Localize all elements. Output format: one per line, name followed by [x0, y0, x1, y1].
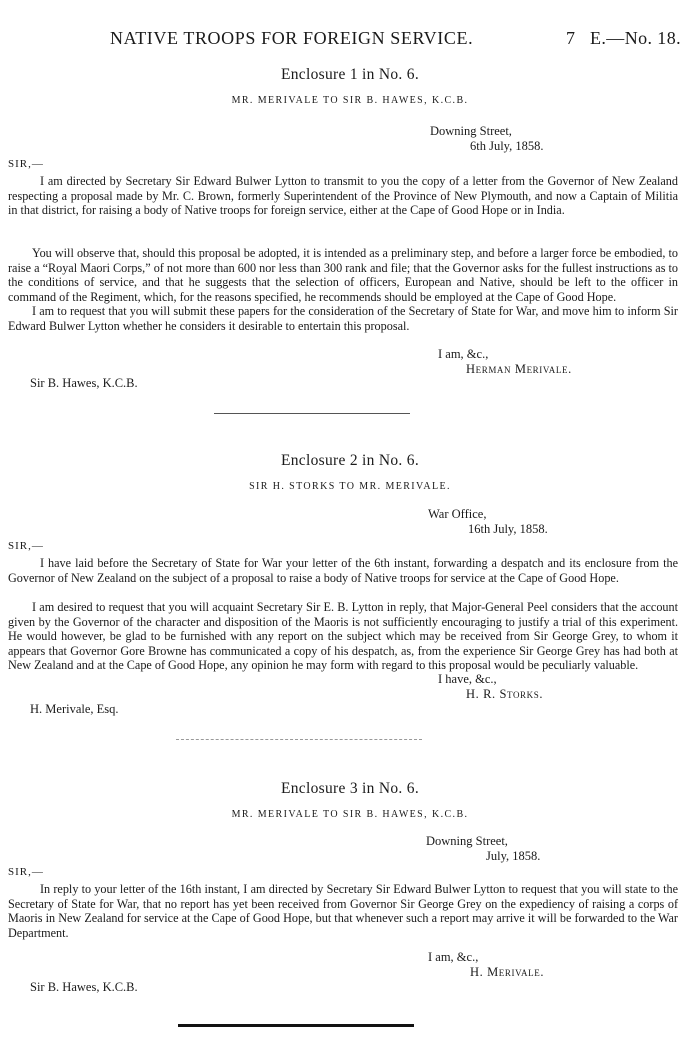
enclosure2-closing-phrase: I have, &c.,: [438, 672, 497, 686]
header-page-number: 7: [566, 28, 575, 48]
enclosure3-closing: [428, 950, 544, 980]
enclosure1-signature: Herman Merivale.: [466, 362, 572, 376]
enclosure2-address-date: 16th July, 1858.: [468, 522, 548, 536]
enclosure2-heading: [0, 452, 700, 492]
enclosure1-paragraph-1: I am directed by Secretary Sir Edward Bulwer Lytton to transmit to you the copy of a letter from the Governor of New Zealand respecting a proposal made by Mr. C. Brown, formerly Superintendent of the Province of New Plymouth, and now a Captain of Militia in that district, for raising a body of Native troops for foreign service, either at the Cape of Good Hope or in India.: [8, 174, 678, 218]
enclosure1-closing-phrase: I am, &c.,: [438, 347, 489, 361]
enclosure3-closing-phrase: I am, &c.,: [428, 950, 479, 964]
closing-rule: [178, 1024, 414, 1027]
enclosure1-closing: [438, 347, 572, 377]
enclosure1-address-date: 6th July, 1858.: [470, 139, 544, 153]
enclosure1-heading: [0, 66, 700, 106]
enclosure1-address: [430, 124, 544, 154]
header-title: NATIVE TROOPS FOR FOREIGN SERVICE.: [110, 28, 474, 48]
enclosure3-address-date: July, 1858.: [486, 849, 541, 863]
enclosure2-subtitle: SIR H. STORKS TO MR. MERIVALE.: [249, 481, 451, 492]
section-divider: [176, 739, 422, 740]
enclosure3-signature: H. Merivale.: [470, 965, 545, 979]
section-divider: [214, 413, 410, 414]
enclosure1-recipient: Sir B. Hawes, K.C.B.: [30, 376, 138, 390]
enclosure2-salutation: SIR,—: [8, 540, 44, 552]
enclosure1-subtitle: MR. MERIVALE TO SIR B. HAWES, K.C.B.: [231, 95, 469, 106]
enclosure2-recipient: H. Merivale, Esq.: [30, 702, 119, 716]
enclosure2-address-line1: War Office,: [428, 507, 487, 521]
enclosure2-address: [428, 507, 548, 537]
enclosure3-address: [426, 834, 540, 864]
enclosure3-heading: [0, 780, 700, 820]
enclosure1-paragraph-3: I am to request that you will submit these papers for the consideration of the Secretary of State for War, and move him to inform Sir Edward Bulwer Lytton whether he considers it desirable to entertain this proposal.: [8, 304, 678, 333]
enclosure2-paragraph-1: I have laid before the Secretary of State for War your letter of the 6th instant, forwarding a despatch and its enclosure from the Governor of New Zealand on the subject of a proposal to raise a body of Native troops for service at the Cape of Good Hope.: [8, 556, 678, 585]
enclosure1-title: Enclosure 1 in No. 6.: [280, 66, 420, 83]
enclosure3-subtitle: MR. MERIVALE TO SIR B. HAWES, K.C.B.: [231, 809, 469, 820]
header-document-code: E.—No. 18.: [590, 28, 681, 48]
running-header: [0, 28, 700, 52]
enclosure2-closing: [438, 672, 543, 702]
enclosure3-salutation: SIR,—: [8, 866, 44, 878]
enclosure1-address-line1: Downing Street,: [430, 124, 512, 138]
enclosure1-salutation: SIR,—: [8, 158, 44, 170]
enclosure2-title: Enclosure 2 in No. 6.: [280, 452, 420, 469]
enclosure3-paragraph-1: In reply to your letter of the 16th instant, I am directed by Secretary Sir Edward Bulwer Lytton to request that you will state to the Secretary of State for War, that no report has yet been received from Governor Sir George Grey on the expediency of raising a corps of Maoris in New Zealand for service at the Cape of Good Hope, but that whenever such a report may arrive it will be forwarded to the War Department.: [8, 882, 678, 940]
enclosure3-address-line1: Downing Street,: [426, 834, 508, 848]
enclosure1-paragraph-2: You will observe that, should this proposal be adopted, it is intended as a preliminary step, and before a larger force be embodied, to raise a “Royal Maori Corps,” of not more than 600 nor less than 300 rank and file; that the Governor asks for the fullest instructions as to the conditions of service, and that he suggests that the selection of officers, European and Native, should be left to the officer in command of the Regiment, which, for the reasons specified, he recommends should be employed at the Cape of Good Hope.: [8, 246, 678, 304]
enclosure2-signature: H. R. Storks.: [466, 687, 544, 701]
enclosure3-title: Enclosure 3 in No. 6.: [280, 780, 420, 797]
enclosure2-paragraph-2: I am desired to request that you will acquaint Secretary Sir E. B. Lytton in reply, that Major-General Peel considers that the account given by the Governor of the character and disposition of the Maoris is not sufficiently encouraging to justify a trial of this experiment. He would however, be glad to be furnished with any report on the subject which may be received from Sir George Grey, to whom it appears that Governor Gore Browne has communicated a copy of his despatch, as, from the experience Sir George Grey has had both at New Zealand and at the Cape of Good Hope, any opinion he may form with regard to this proposal would be peculiarly valuable.: [8, 600, 678, 673]
enclosure3-recipient: Sir B. Hawes, K.C.B.: [30, 980, 138, 994]
